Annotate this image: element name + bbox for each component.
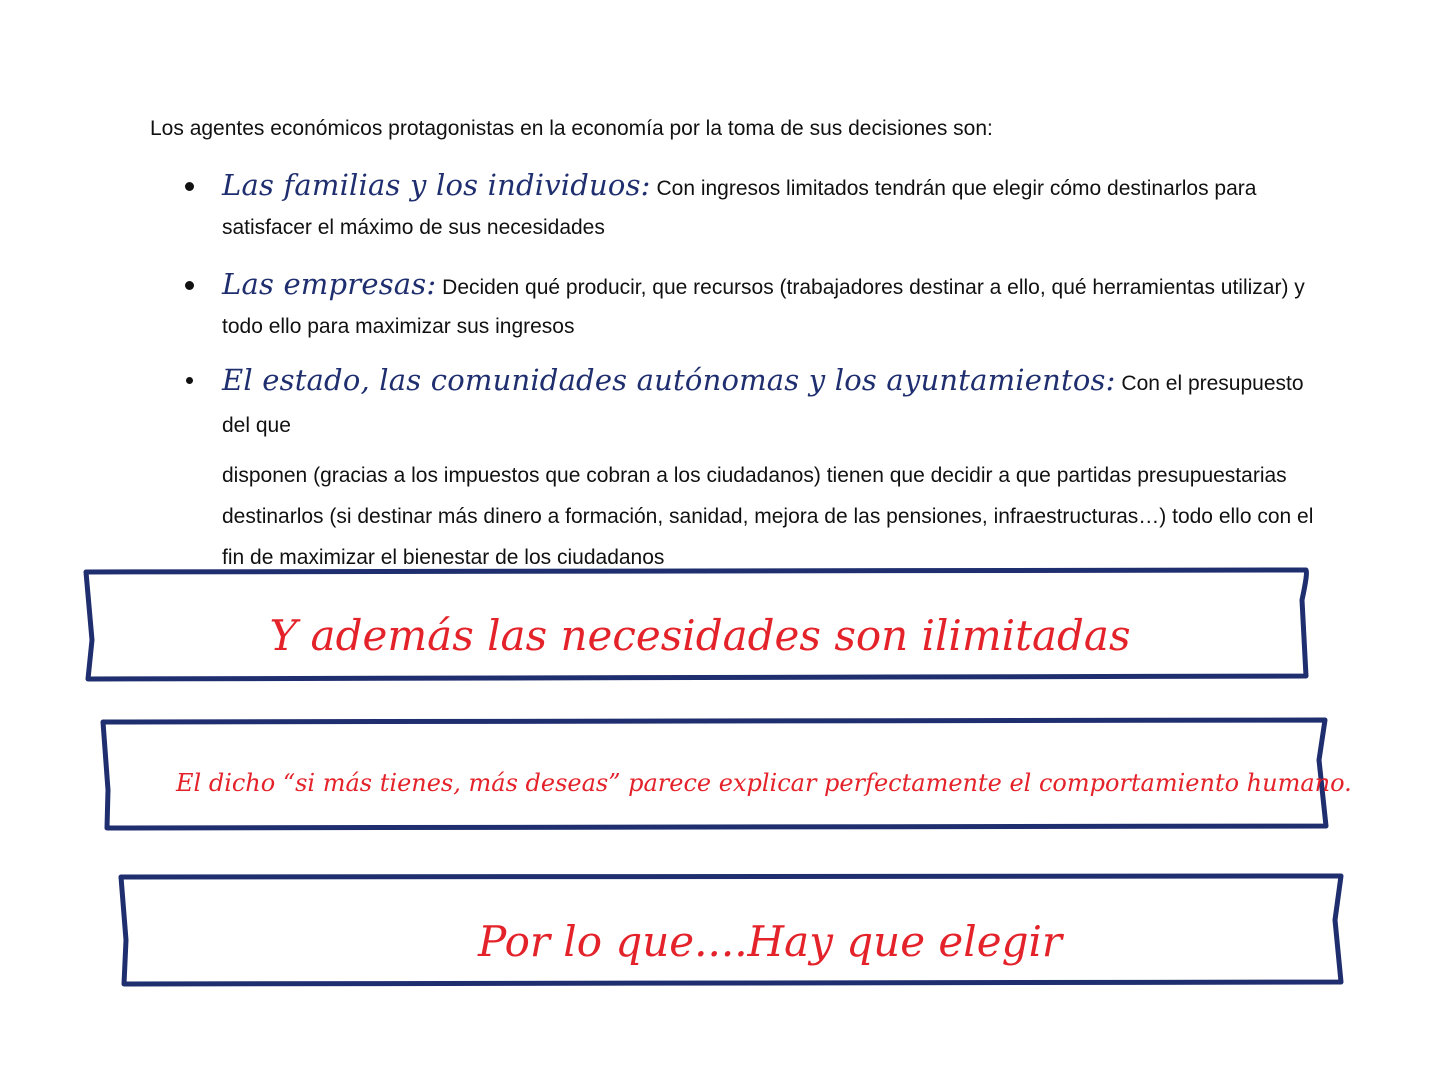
list-item-families [222,166,1332,247]
agent-title: El estado, las comunidades autónomas y los ayuntamientos: [222,363,1116,397]
box-text-saying: El dicho “si más tienes, más deseas” parece explicar perfectamente el comportamiento humano. [176,769,1352,797]
agent-title: Las familias y los individuos: [222,168,651,202]
intro-text: Los agentes económicos protagonistas en la economía por la toma de sus decisiones son: [150,117,993,140]
box-text-must-choose: Por lo que....Hay que elegir [478,917,1062,966]
box-text-needs-unlimited: Y además las necesidades son ilimitadas [269,611,1131,660]
agent-title: Las empresas: [222,267,437,301]
list-item-state [222,359,1332,578]
agent-description: Deciden qué producir, que recursos (trabajadores destinar a ello, qué herramientas utilizar) y todo ello para maximizar sus ingresos [222,276,1305,338]
bullet-icon [185,182,194,191]
bullet-icon [185,281,194,290]
list-item-companies [222,265,1332,346]
agent-description-start: Con el presupuesto del que [222,372,1304,437]
agent-description: Con ingresos limitados tendrán que elegir cómo destinarlos para satisfacer el máximo de sus necesidades [222,177,1257,239]
agent-description-rest: disponen (gracias a los impuestos que cobran a los ciudadanos) tienen que decidir a que partidas presupuestarias destinarlos (si destinar más dinero a formación, sanidad, mejora de las pensiones, infraestructuras…) todo ello con el fin de maximizar el bienestar de los ciudadanos [222,464,1314,569]
agent-first-line [222,359,1332,447]
bullet-icon [186,377,193,384]
